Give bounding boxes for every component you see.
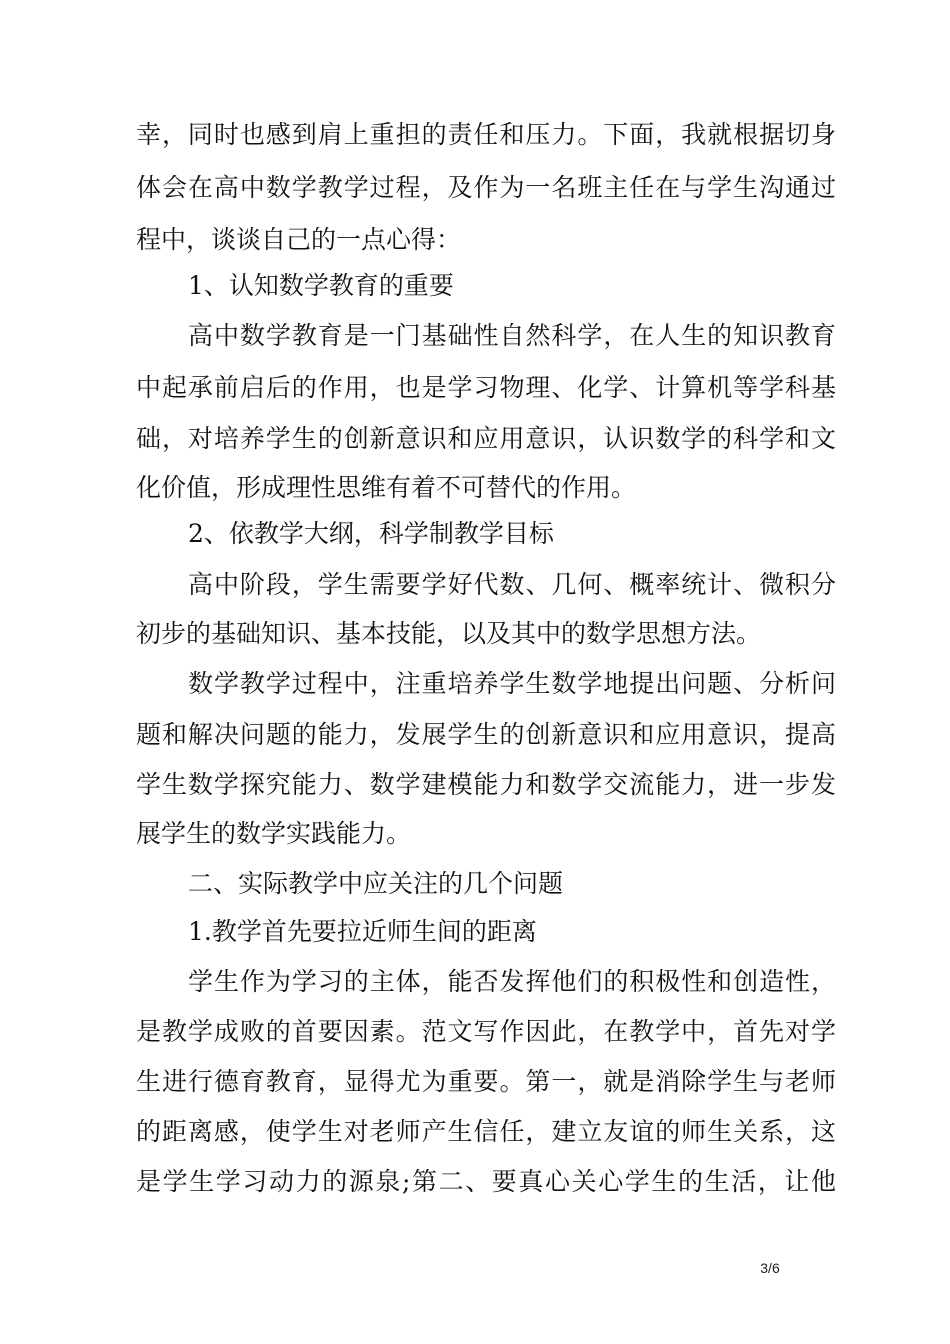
text-line: 高中数学教育是一门基础性自然科学，在人生的知识教育 bbox=[188, 321, 836, 350]
text-line: 础，对培养学生的创新意识和应用意识，认识数学的科学和文 bbox=[136, 424, 836, 453]
text-line: 生进行德育教育，显得尤为重要。第一，就是消除学生与老师 bbox=[136, 1067, 836, 1096]
text-line: 程中，谈谈自己的一点心得： bbox=[136, 225, 462, 254]
section-heading: 2、依教学大纲，科学制教学目标 bbox=[188, 519, 554, 548]
section-heading: 二、实际教学中应关注的几个问题 bbox=[188, 869, 564, 898]
text-line: 幸，同时也感到肩上重担的责任和压力。下面，我就根据切身 bbox=[136, 120, 836, 149]
text-line: 中起承前启后的作用，也是学习物理、化学、计算机等学科基 bbox=[136, 373, 836, 402]
text-line: 展学生的数学实践能力。 bbox=[136, 819, 412, 848]
section-heading: 1、认知数学教育的重要 bbox=[188, 271, 454, 300]
page-number: 3/6 bbox=[760, 1260, 780, 1276]
text-line: 学生数学探究能力、数学建模能力和数学交流能力，进一步发 bbox=[136, 770, 836, 799]
text-line: 题和解决问题的能力，发展学生的创新意识和应用意识，提高 bbox=[136, 720, 836, 749]
text-line: 是教学成败的首要因素。范文写作因此，在教学中，首先对学 bbox=[136, 1017, 836, 1046]
text-line: 化价值，形成理性思维有着不可替代的作用。 bbox=[136, 473, 637, 502]
text-line: 的距离感，使学生对老师产生信任，建立友谊的师生关系，这 bbox=[136, 1117, 836, 1146]
text-line: 数学教学过程中，注重培养学生数学地提出问题、分析问 bbox=[188, 669, 836, 698]
text-line: 是学生学习动力的源泉;第二、要真心关心学生的生活，让他 bbox=[136, 1167, 836, 1196]
subsection-heading: 1.教学首先要拉近师生间的距离 bbox=[188, 917, 537, 946]
text-line: 体会在高中数学教学过程，及作为一名班主任在与学生沟通过 bbox=[136, 173, 836, 202]
text-line: 学生作为学习的主体，能否发挥他们的积极性和创造性， bbox=[188, 967, 836, 996]
text-line: 初步的基础知识、基本技能，以及其中的数学思想方法。 bbox=[136, 619, 762, 648]
text-line: 高中阶段，学生需要学好代数、几何、概率统计、微积分 bbox=[188, 570, 836, 599]
